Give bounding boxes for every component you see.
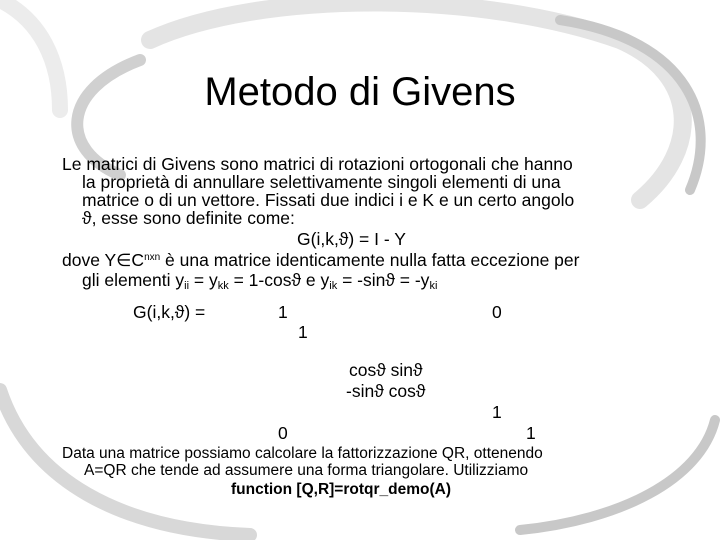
intro-line-1: Le matrici di Givens sono matrici di rotazioni ortogonali che hanno — [62, 154, 573, 174]
matrix-entry-one-c: 1 — [492, 402, 502, 422]
intro-line-2: la proprietà di annullare selettivamente singoli elementi di una — [82, 172, 561, 192]
footer-function-call: function [Q,R]=rotqr_demo(A) — [231, 481, 451, 498]
matrix-entry-zero-top: 0 — [492, 302, 502, 322]
footer-line-1: Data una matrice possiamo calcolare la fattorizzazione QR, ottenendo — [62, 445, 543, 462]
matrix-entry-cos-sin: cosϑ sinϑ — [349, 360, 423, 380]
intro-line-4: ϑ, esse sono definite come: — [82, 208, 295, 228]
matrix-entry-one-b: 1 — [298, 322, 308, 342]
givens-formula: G(i,k,ϑ) = I - Y — [297, 229, 406, 249]
matrix-label: G(i,k,ϑ) = — [133, 302, 206, 322]
slide-title: Metodo di Givens — [204, 70, 516, 114]
footer-line-2: A=QR che tende ad assumere una forma triangolare. Utilizziamo — [84, 462, 529, 479]
intro-line-3: matrice o di un vettore. Fissati due indici i e K e un certo angolo — [82, 190, 575, 210]
matrix-entry-one-a: 1 — [278, 302, 288, 322]
definition-line-1: dove $Y\in C^{nxn}$ è una matrice identicamente nulla fatta eccezione per — [62, 250, 580, 270]
matrix-entry-zero-bottom: 0 — [278, 423, 288, 443]
matrix-entry-msin-cos: -sinϑ cosϑ — [346, 381, 426, 401]
matrix-entry-one-d: 1 — [526, 423, 536, 443]
definition-line-2: gli elementi $y_{ii} = y_{kk} = 1-\cos ϑ$ e $y_{ik} = -\sin ϑ = -y_{ki}$ — [82, 270, 438, 292]
